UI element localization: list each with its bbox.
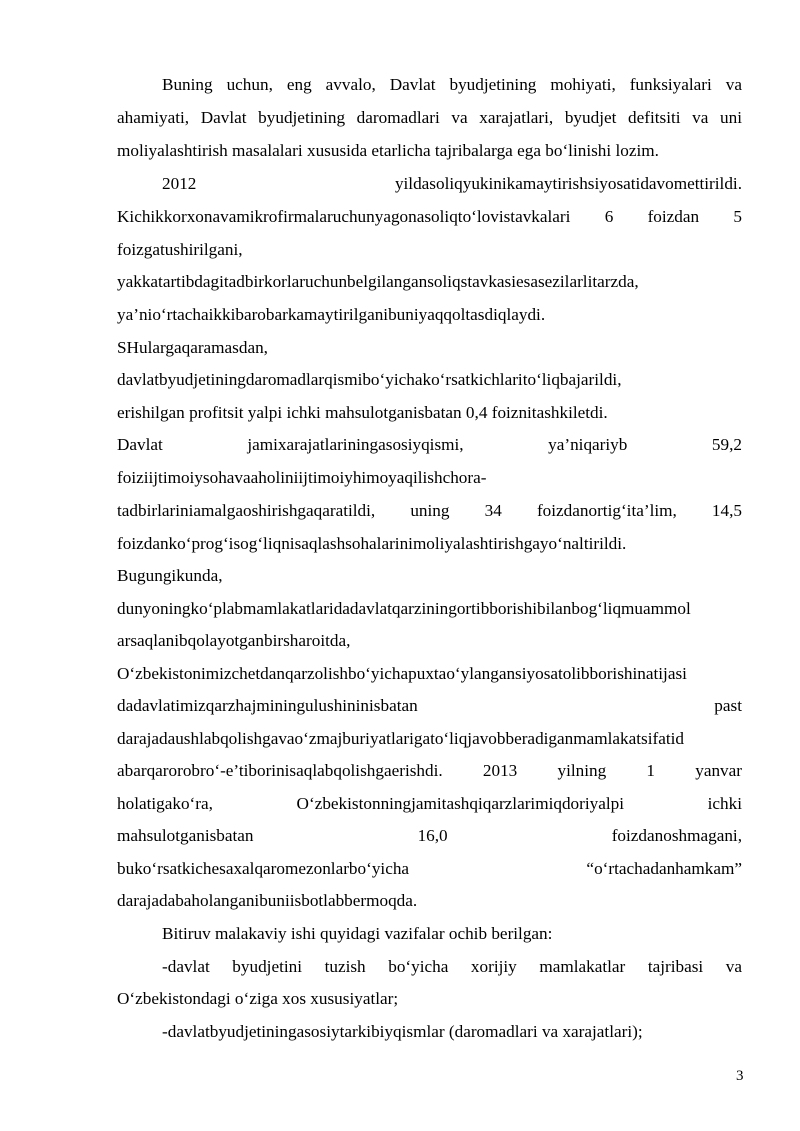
text-line: tadbirlariniamalgaoshirishgaqaratildi, uning 34 foizdanortig‘ita’lim, 14,5 [117,501,742,520]
text-line: mahsulotganisbatan 16,0 foizdanoshmagani, [117,826,742,845]
text-line: 2012 yildasoliqyukinikamaytirishsiyosatidavomettirildi. [162,174,742,193]
text-line: ya’nio‘rtachaikkibarobarkamaytirilganibuniyaqqoltasdiqlaydi. [117,305,546,324]
text-line: ahamiyati, Davlat byudjetining daromadlari va xarajatlari, byudjet defitsiti va uni [117,108,742,127]
text-line: Kichikkorxonavamikrofirmalaruchunyagonasoliqto‘lovistavkalari 6 foizdan 5 [117,207,742,226]
text-line: moliyalashtirish masalalari xususida etarlicha tajribalarga ega bo‘linishi lozim. [117,141,659,160]
text-line: abarqarorobro‘-e’tiborinisaqlabqolishgaerishdi. 2013 yilning 1 yanvar [117,761,742,780]
text-line: buko‘rsatkichesaxalqaromezonlarbo‘yicha “o‘rtachadanhamkam” [117,859,742,878]
text-line: Buning uchun, eng avvalo, Davlat byudjetining mohiyati, funksiyalari va [162,75,742,94]
text-line: foizgatushirilgani, [117,240,243,259]
text-line: dunyoningko‘plabmamlakatlaridadavlatqarziningortibborishibilanbog‘liqmuammol [117,599,691,618]
text-line: Bugungikunda, [117,566,223,585]
text-line: holatigako‘ra, O‘zbekistonningjamitashqiqarzlarimiqdoriyalpi ichki [117,794,742,813]
text-line: O‘zbekistondagi o‘ziga xos xususiyatlar; [117,989,399,1008]
text-line: O‘zbekistonimizchetdanqarzolishbo‘yichapuxtao‘ylangansiyosatolibborishinatijasi [117,664,687,683]
text-line: davlatbyudjetiningdaromadlarqismibo‘yichako‘rsatkichlarito‘liqbajarildi, [117,370,622,389]
text-line: foizdanko‘prog‘isog‘liqnisaqlashsohalarinimoliyalashtirishgayo‘naltirildi. [117,534,627,553]
text-line: arsaqlanibqolayotganbirsharoitda, [117,631,351,650]
text-line: -davlat byudjetini tuzish bo‘yicha xorijiy mamlakatlar tajribasi va [162,957,742,976]
text-line: Bitiruv malakaviy ishi quyidagi vazifalar ochib berilgan: [162,924,553,943]
text-line: -davlatbyudjetiningasosiytarkibiyqismlar (daromadlari va xarajatlari); [162,1022,643,1041]
text-line: dadavlatimizqarzhajminingulushininisbatan past [117,696,742,715]
text-line: SHulargaqaramasdan, [117,338,268,357]
page-number: 3 [736,1068,744,1084]
text-line: Davlat jamixarajatlariningasosiyqismi, ya’niqariyb 59,2 [117,435,742,454]
text-line: darajadabaholanganibuniisbotlabbermoqda. [117,891,418,910]
text-line: darajadaushlabqolishgavao‘zmajburiyatlarigato‘liqjavobberadiganmamlakatsifatid [117,729,684,748]
text-line: yakkatartibdagitadbirkorlaruchunbelgilangansoliqstavkasiesasezilarlitarzda, [117,272,639,291]
text-line: foiziijtimoiysohavaaholiniijtimoiyhimoyaqilishchora- [117,468,487,487]
text-line: erishilgan profitsit yalpi ichki mahsulotganisbatan 0,4 foiznitashkiletdi. [117,403,608,422]
